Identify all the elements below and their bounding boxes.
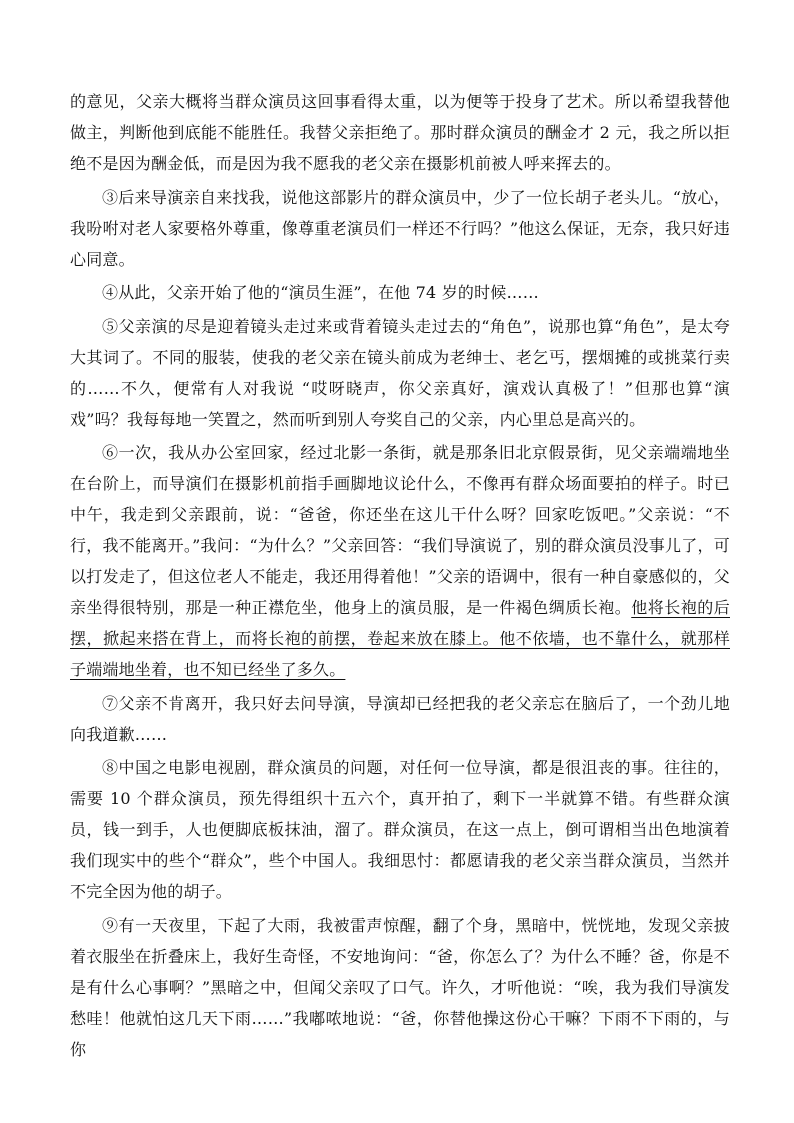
paragraph-9 <box>70 910 730 1065</box>
underlined-sentence: 他将长袍的后摆，掀起来搭在背上，而将长袍的前摆，卷起来放在膝上。他不依墙，也不靠什么，就那样子端端地坐着，也不知已经坐了多久。 <box>70 598 730 679</box>
paragraph-7 <box>70 688 730 750</box>
paragraph-text: ④从此，父亲开始了他的“演员生涯”，在他 74 岁的时候…… <box>102 283 539 302</box>
paragraph-text: ③后来导演亲自来找我，说他这部影片的群众演员中，少了一位长胡子老头儿。“放心，我吩咐对老人家要格外尊重，像尊重老演员们一样还不行吗？”他这么保证，无奈，我只好违心同意。 <box>70 187 730 269</box>
paragraph-5 <box>70 311 730 435</box>
paragraph-text: ⑦父亲不肯离开，我只好去问导演，导演却已经把我的老父亲忘在脑后了，一个劲儿地向我道歉…… <box>70 693 730 744</box>
paragraph-3 <box>70 182 730 275</box>
paragraph-text: 的意见，父亲大概将当群众演员这回事看得太重，以为便等于投身了艺术。所以希望我替他做主，判断他到底能不能胜任。我替父亲拒绝了。那时群众演员的酬金才 2 元，我之所以拒绝不是因为酬金低，而是因为我不愿我的老父亲在摄影机前被人呼来挥去的。 <box>70 92 730 173</box>
paragraph-6 <box>70 437 730 685</box>
paragraph-text: ⑨有一天夜里，下起了大雨，我被雷声惊醒，翻了个身，黑暗中，恍恍地，发现父亲披着衣服坐在折叠床上，我好生奇怪，不安地询问：“爸，你怎么了？为什么不睡？爸，你是不是有什么心事啊？”黑暗之中，但闻父亲叹了口气。许久，才听他说：“唉，我为我们导演发愁哇！他就怕这几天下雨……”我嘟哝地说：“爸，你替他操这份心干嘛？下雨不下雨的，与你 <box>70 915 730 1059</box>
paragraph-text: ⑧中国之电影电视剧，群众演员的问题，对任何一位导演，都是很沮丧的事。往往的，需要 10 个群众演员，预先得组织十五六个，真开拍了，剩下一半就算不错。有些群众演员，钱一到手，人也便脚底板抹油，溜了。群众演员，在这一点上，倒可谓相当出色地演着我们现实中的些个“群众”，些个中国人。我细思忖：都愿请我的老父亲当群众演员，当然并不完全因为他的胡子。 <box>70 758 730 901</box>
paragraph-8 <box>70 752 730 907</box>
paragraph-4 <box>70 277 730 308</box>
paragraph-text: ⑤父亲演的尽是迎着镜头走过来或背着镜头走过去的“角色”，说那也算“角色”，是太夸大其词了。不同的服装，使我的老父亲在镜头前成为老绅士、老乞丐，摆烟摊的或挑菜行卖的……不久，便常有人对我说 “哎呀晓声，你父亲真好，演戏认真极了！”但那也算“演戏”吗？我每每地一笑置之，然而听到别人夸奖自己的父亲，内心里总是高兴的。 <box>70 316 730 429</box>
paragraph-continued <box>70 86 730 179</box>
document-page <box>70 86 730 1067</box>
paragraph-text: ⑥一次，我从办公室回家，经过北影一条街，就是那条旧北京假景街，见父亲端端地坐在台阶上，而导演们在摄影机前指手画脚地议论什么，不像再有群众场面要拍的样子。时已中午，我走到父亲跟前，说：“爸爸，你还坐在这儿干什么呀？回家吃饭吧。”父亲说：“不行，我不能离开。”我问：“为什么？”父亲回答：“我们导演说了，别的群众演员没事儿了，可以打发走了，但这位老人不能走，我还用得着他！”父亲的语调中，很有一种自豪感似的，父亲坐得很特别，那是一种正襟危坐，他身上的演员服，是一件褐色绸质长袍。 <box>70 443 730 617</box>
